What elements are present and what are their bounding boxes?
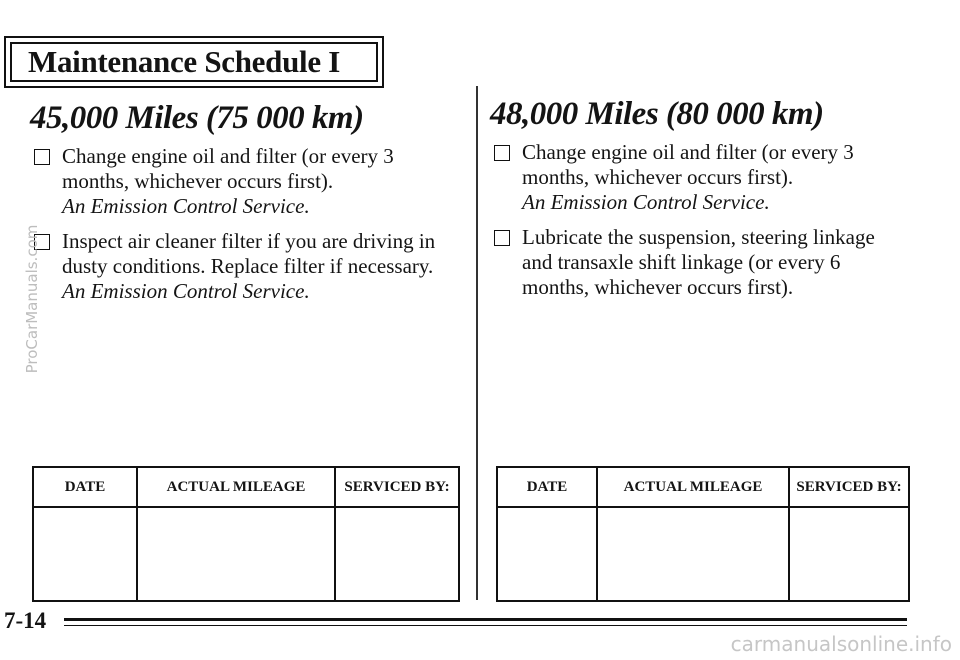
checklist-item <box>34 229 444 304</box>
right-checklist <box>494 140 899 310</box>
emission-service-note: An Emission Control Service. <box>62 194 310 218</box>
serviced-by-column-header: SERVICED BY: <box>789 467 909 507</box>
date-column-header: DATE <box>33 467 137 507</box>
footer-rule-thick <box>64 618 907 621</box>
checklist-item <box>494 140 899 215</box>
section-header-box <box>4 36 384 88</box>
mileage-cell[interactable] <box>137 507 335 601</box>
right-service-log-table <box>496 466 910 602</box>
emission-service-note: An Emission Control Service. <box>62 279 310 303</box>
checklist-item <box>34 144 444 219</box>
date-cell[interactable] <box>497 507 597 601</box>
checkbox-icon[interactable] <box>34 149 50 165</box>
table-row <box>33 507 459 601</box>
date-cell[interactable] <box>33 507 137 601</box>
mileage-column-header: ACTUAL MILEAGE <box>597 467 789 507</box>
page-title: Maintenance Schedule I <box>28 44 341 79</box>
mileage-cell[interactable] <box>597 507 789 601</box>
checkbox-icon[interactable] <box>494 230 510 246</box>
table-row <box>497 507 909 601</box>
bottom-watermark: carmanualsonline.info <box>730 632 952 656</box>
page-number: 7-14 <box>4 608 47 633</box>
left-watermark: ProCarManuals.com <box>23 224 41 374</box>
table-header-row <box>33 467 459 507</box>
checklist-item <box>494 225 899 300</box>
item-text: Change engine oil and filter (or every 3 months, whichever occurs first). <box>522 140 854 189</box>
serviced-by-cell[interactable] <box>335 507 459 601</box>
item-text: Lubricate the suspension, steering linkage and transaxle shift linkage (or every 6 months, whichever occurs first). <box>522 225 875 299</box>
item-text: Change engine oil and filter (or every 3 months, whichever occurs first). <box>62 144 394 193</box>
serviced-by-column-header: SERVICED BY: <box>335 467 459 507</box>
left-checklist <box>34 144 444 314</box>
left-service-log-table <box>32 466 460 602</box>
date-column-header: DATE <box>497 467 597 507</box>
emission-service-note: An Emission Control Service. <box>522 190 770 214</box>
mileage-column-header: ACTUAL MILEAGE <box>137 467 335 507</box>
table-header-row <box>497 467 909 507</box>
serviced-by-cell[interactable] <box>789 507 909 601</box>
checkbox-icon[interactable] <box>494 145 510 161</box>
right-interval-heading: 48,000 Miles (80 000 km) <box>490 96 824 132</box>
column-divider <box>476 86 478 600</box>
footer-rule-thin <box>64 625 907 626</box>
left-interval-heading: 45,000 Miles (75 000 km) <box>30 100 364 136</box>
item-text: Inspect air cleaner filter if you are driving in dusty conditions. Replace filter if necessary. <box>62 229 436 278</box>
